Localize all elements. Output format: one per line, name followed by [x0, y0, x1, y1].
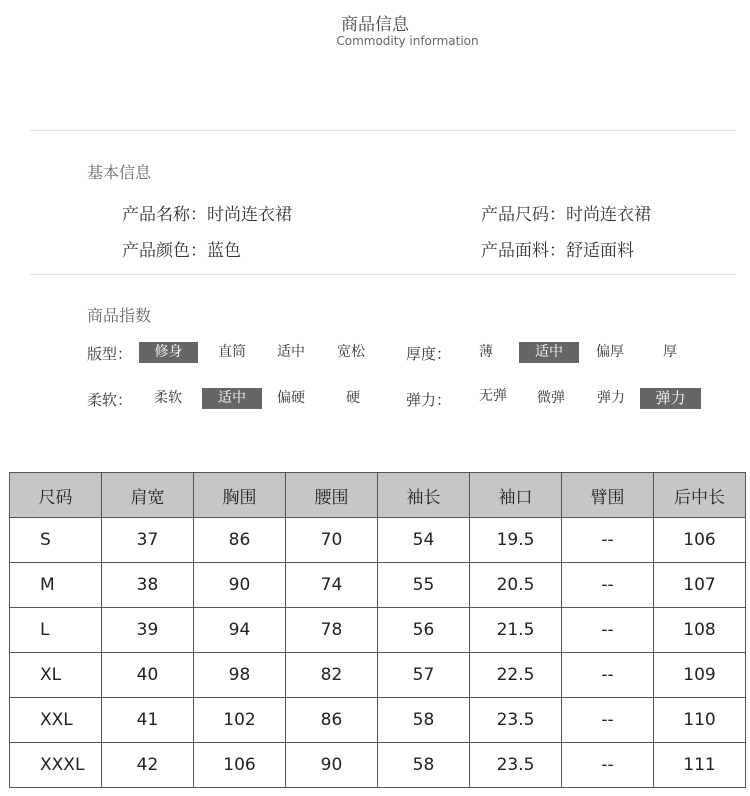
table-header-row: [10, 473, 746, 518]
table-cell: 38: [102, 563, 194, 608]
table-cell: 57: [378, 653, 470, 698]
col-header-sleeve-length: 袖长: [378, 473, 470, 518]
table-cell: 37: [102, 518, 194, 563]
col-header-size: 尺码: [10, 473, 102, 518]
info-value: 蓝色: [207, 241, 241, 261]
divider: [30, 274, 736, 275]
index-label-elasticity: 弹力：: [406, 391, 452, 409]
option-fit-slim: 修身: [139, 342, 198, 363]
option-softness-soft: 柔软: [154, 390, 182, 406]
table-cell: --: [562, 653, 654, 698]
col-header-back-length: 后中长: [654, 473, 746, 518]
table-cell: 56: [378, 608, 470, 653]
option-softness-medium: 适中: [202, 388, 262, 409]
info-product-color: [122, 236, 241, 261]
table-cell: 86: [286, 698, 378, 743]
info-label: 产品名称：: [122, 205, 207, 225]
table-cell: 42: [102, 743, 194, 788]
divider: [30, 130, 736, 131]
page-title: 商品信息: [341, 15, 409, 35]
table-row: [10, 653, 746, 698]
table-cell: --: [562, 518, 654, 563]
table-cell: --: [562, 563, 654, 608]
index-label-softness: 柔软：: [87, 391, 133, 409]
table-cell: 108: [654, 608, 746, 653]
info-label: 产品面料：: [481, 241, 566, 261]
info-product-fabric: [481, 236, 634, 261]
option-thickness-thin: 薄: [479, 344, 493, 360]
table-row: [10, 698, 746, 743]
table-cell: 82: [286, 653, 378, 698]
table-cell: 58: [378, 743, 470, 788]
table-cell: 90: [194, 563, 286, 608]
info-value: 时尚连衣裙: [207, 205, 292, 225]
table-cell: 106: [194, 743, 286, 788]
option-softness-hardish: 偏硬: [277, 390, 305, 406]
table-cell: --: [562, 608, 654, 653]
table-cell: XXL: [10, 698, 102, 743]
table-cell: 78: [286, 608, 378, 653]
index-label-fit: 版型：: [87, 345, 133, 363]
option-fit-loose: 宽松: [337, 344, 365, 360]
info-value: 舒适面料: [566, 241, 634, 261]
col-header-waist: 腰围: [286, 473, 378, 518]
option-elasticity-none: 无弹: [479, 388, 507, 404]
table-cell: 41: [102, 698, 194, 743]
table-cell: XXXL: [10, 743, 102, 788]
table-cell: 23.5: [470, 743, 562, 788]
table-cell: --: [562, 743, 654, 788]
table-row: [10, 518, 746, 563]
col-header-shoulder: 肩宽: [102, 473, 194, 518]
table-cell: 40: [102, 653, 194, 698]
page-subtitle: Commodity information: [336, 34, 479, 48]
table-cell: XL: [10, 653, 102, 698]
table-cell: 58: [378, 698, 470, 743]
table-cell: 111: [654, 743, 746, 788]
table-cell: 19.5: [470, 518, 562, 563]
table-cell: S: [10, 518, 102, 563]
option-elasticity-elastic: 弹力: [597, 390, 625, 406]
index-label-thickness: 厚度：: [406, 345, 452, 363]
table-cell: 94: [194, 608, 286, 653]
option-fit-straight: 直筒: [218, 344, 246, 360]
index-info-title: 商品指数: [87, 306, 152, 325]
option-thickness-thickish: 偏厚: [596, 344, 624, 360]
table-cell: 102: [194, 698, 286, 743]
option-thickness-thick: 厚: [663, 344, 677, 360]
option-elasticity-elastic-selected: 弹力: [640, 388, 701, 409]
table-cell: 54: [378, 518, 470, 563]
table-cell: 109: [654, 653, 746, 698]
table-cell: 86: [194, 518, 286, 563]
table-cell: --: [562, 698, 654, 743]
col-header-arm: 臂围: [562, 473, 654, 518]
table-cell: L: [10, 608, 102, 653]
table-cell: 107: [654, 563, 746, 608]
table-cell: 21.5: [470, 608, 562, 653]
option-softness-hard: 硬: [346, 390, 360, 406]
table-cell: 23.5: [470, 698, 562, 743]
table-cell: 20.5: [470, 563, 562, 608]
table-row: [10, 563, 746, 608]
table-cell: 22.5: [470, 653, 562, 698]
option-fit-medium: 适中: [277, 344, 305, 360]
table-cell: 90: [286, 743, 378, 788]
option-thickness-medium: 适中: [519, 342, 579, 363]
size-table: [9, 472, 746, 788]
col-header-cuff: 袖口: [470, 473, 562, 518]
table-cell: 98: [194, 653, 286, 698]
info-product-size: [481, 200, 651, 225]
table-cell: 74: [286, 563, 378, 608]
info-label: 产品颜色：: [122, 241, 207, 261]
table-cell: 106: [654, 518, 746, 563]
info-label: 产品尺码：: [481, 205, 566, 225]
table-cell: 70: [286, 518, 378, 563]
info-value: 时尚连衣裙: [566, 205, 651, 225]
table-cell: 39: [102, 608, 194, 653]
table-cell: 55: [378, 563, 470, 608]
basic-info-title: 基本信息: [87, 163, 152, 182]
table-row: [10, 608, 746, 653]
table-cell: 110: [654, 698, 746, 743]
option-elasticity-slight: 微弹: [537, 390, 565, 406]
info-product-name: [122, 200, 292, 225]
table-row: [10, 743, 746, 788]
col-header-bust: 胸围: [194, 473, 286, 518]
table-cell: M: [10, 563, 102, 608]
